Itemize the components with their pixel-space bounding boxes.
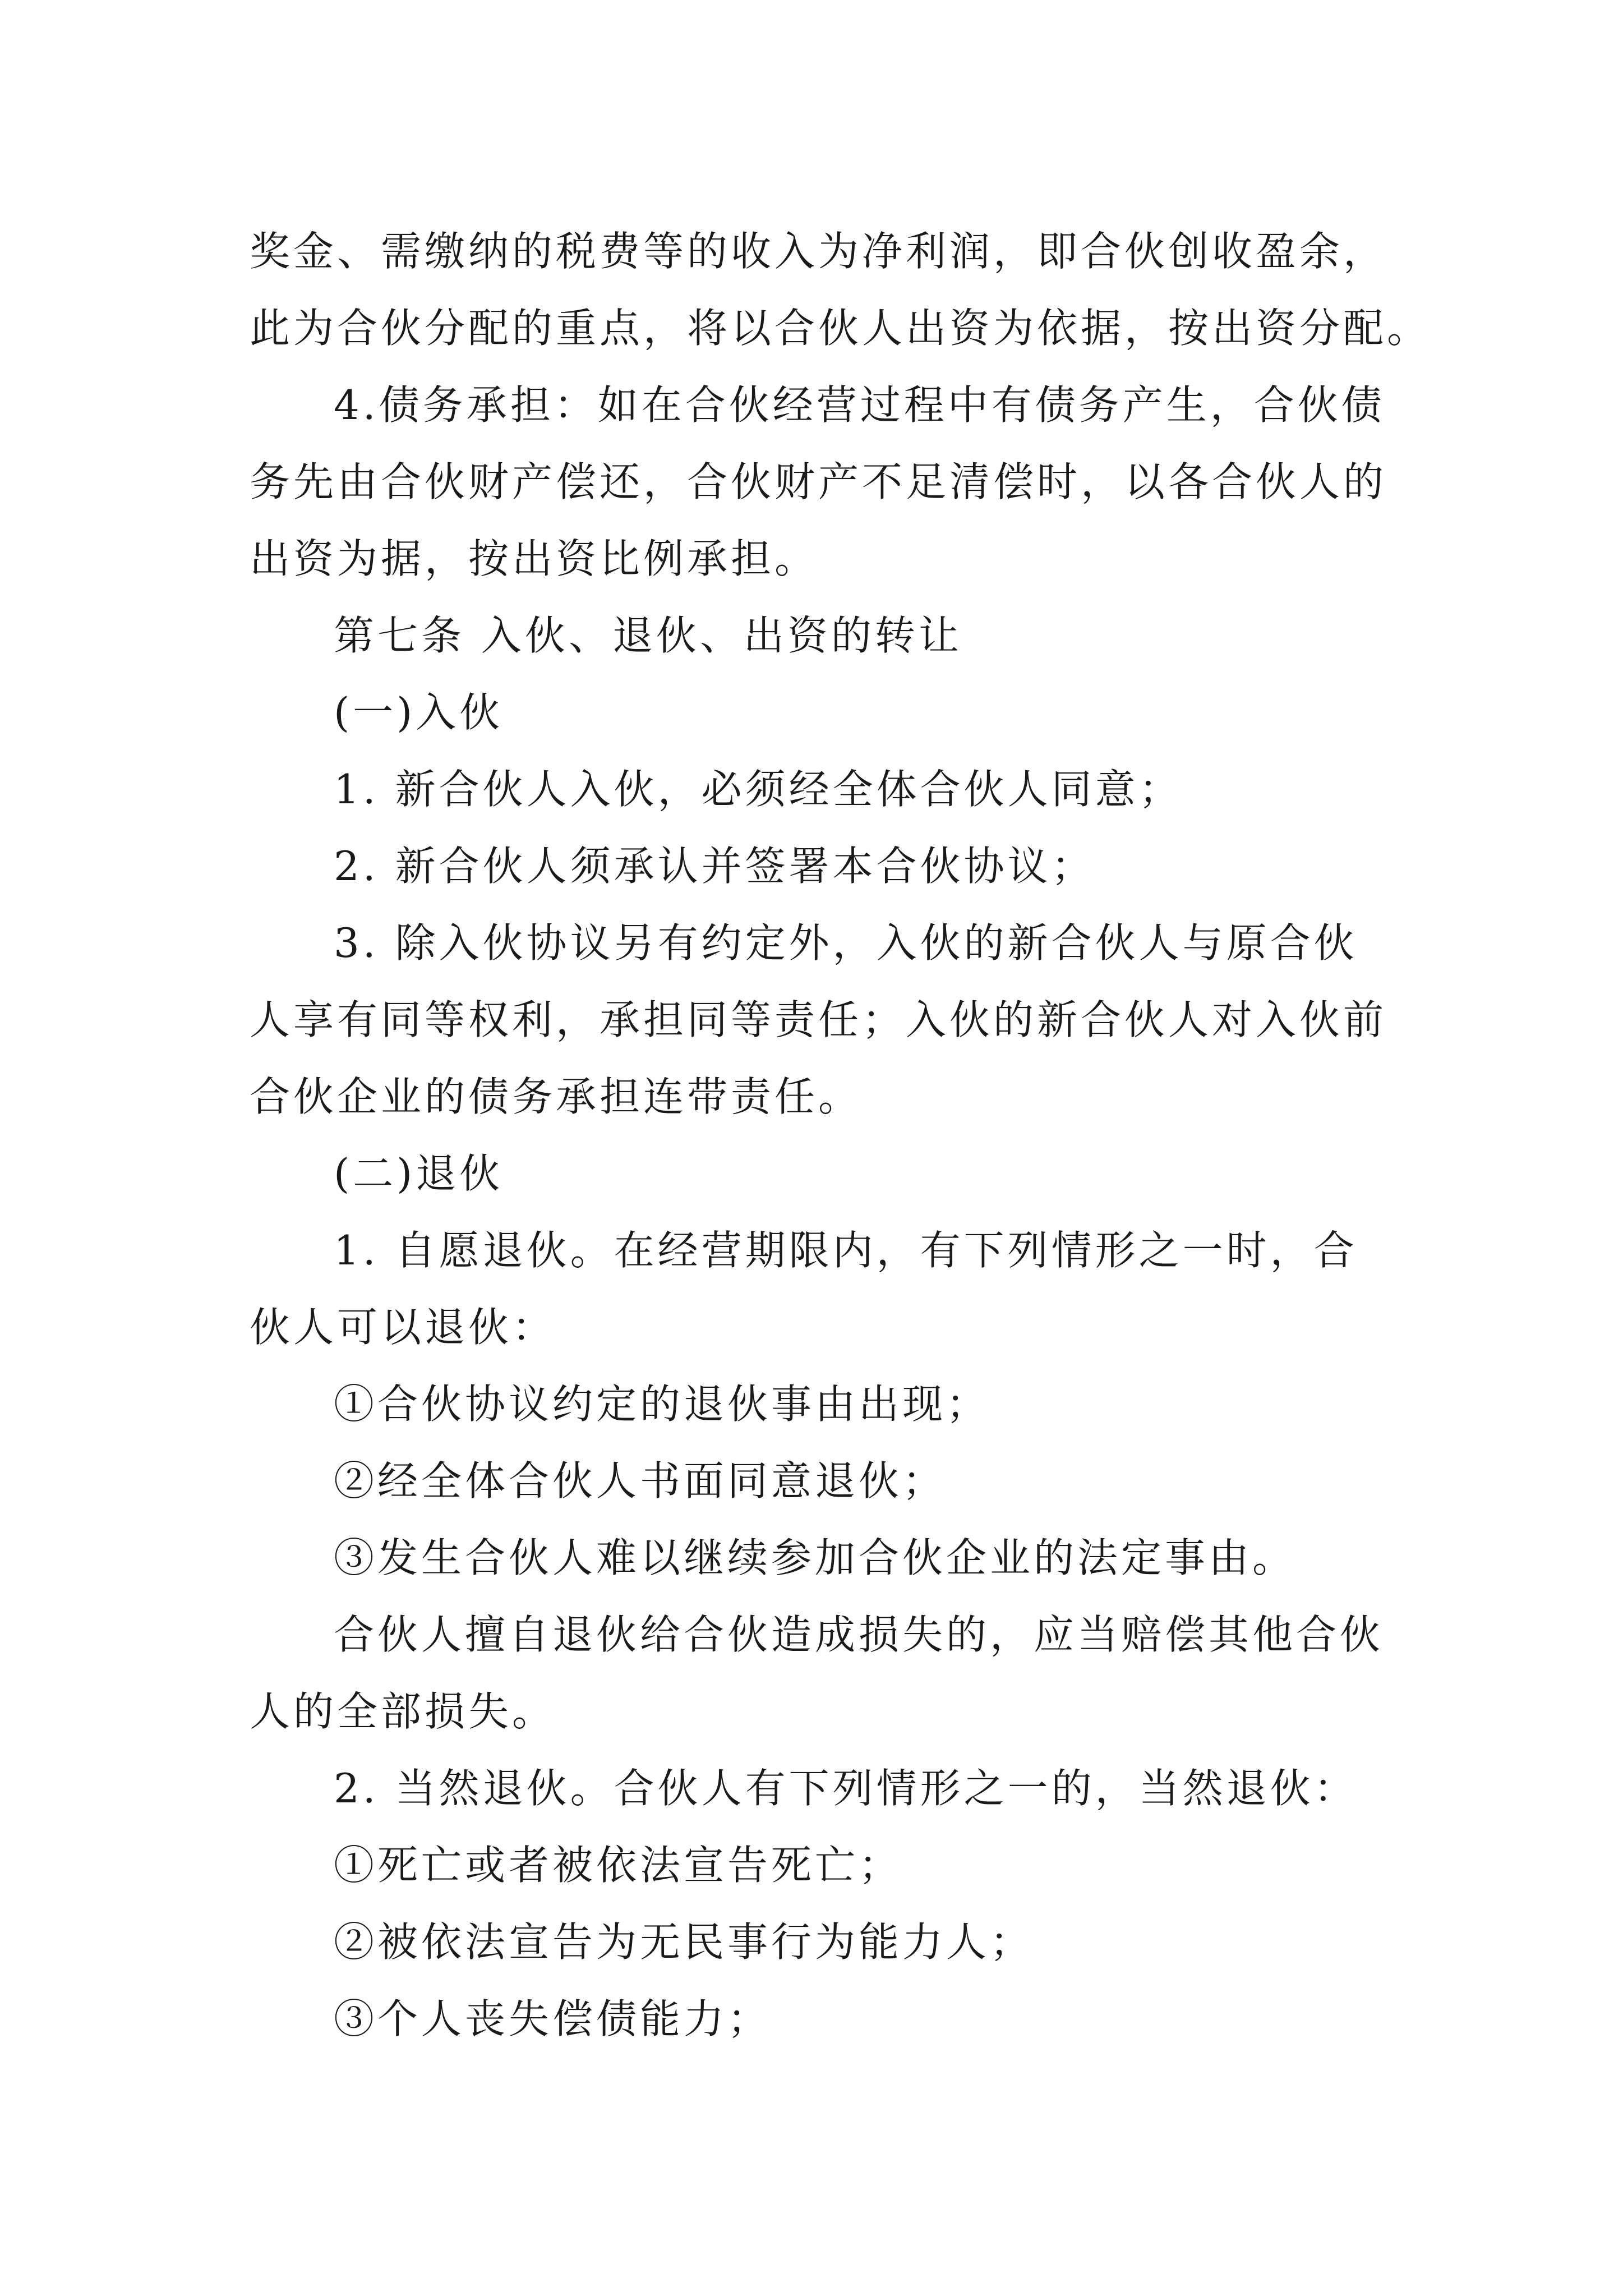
list-item: ③个人丧失偿债能力； (334, 1995, 772, 2042)
paragraph-line: 合伙企业的债务承担连带责任。 (250, 1073, 863, 1120)
list-item: 3. 除入伙协议另有约定外，入伙的新合伙人与原合伙 (334, 919, 1358, 967)
list-item: ①合伙协议约定的退伙事由出现； (334, 1381, 990, 1428)
document-body (250, 213, 1431, 2058)
list-item: ②被依法宣告为无民事行为能力人； (334, 1918, 1034, 1966)
list-item: ②经全体合伙人书面同意退伙； (334, 1457, 947, 1504)
paragraph-line: 奖金、需缴纳的税费等的收入为净利润，即合伙创收盈余， (250, 228, 1387, 275)
paragraph-line: 人的全部损失。 (250, 1688, 556, 1735)
subsection-heading: (二)退伙 (334, 1150, 504, 1197)
subsection-heading: (一)入伙 (334, 689, 504, 736)
list-item: ①死亡或者被依法宣告死亡； (334, 1842, 903, 1889)
paragraph-line: 出资为据，按出资比例承担。 (250, 535, 819, 582)
paragraph-line: 此为合伙分配的重点，将以合伙人出资为依据，按出资分配。 (250, 305, 1431, 352)
paragraph-line: 伙人可以退伙： (250, 1304, 556, 1351)
paragraph-line: 人享有同等权利，承担同等责任；入伙的新合伙人对入伙前 (250, 996, 1387, 1043)
paragraph-line: 务先由合伙财产偿还，合伙财产不足清偿时，以各合伙人的 (250, 458, 1387, 505)
list-item: 1. 自愿退伙。在经营期限内，有下列情形之一时，合 (334, 1227, 1358, 1274)
list-item: 2. 新合伙人须承认并签署本合伙协议； (334, 843, 1095, 890)
section-heading: 第七条 入伙、退伙、出资的转让 (334, 612, 962, 659)
list-item: ③发生合伙人难以继续参加合伙企业的法定事由。 (334, 1534, 1297, 1581)
list-item: 2. 当然退伙。合伙人有下列情形之一的，当然退伙： (334, 1765, 1358, 1812)
list-item: 1. 新合伙人入伙，必须经全体合伙人同意； (334, 766, 1183, 813)
paragraph-line: 合伙人擅自退伙给合伙造成损失的，应当赔偿其他合伙 (334, 1611, 1384, 1658)
paragraph-line: 4.债务承担：如在合伙经营过程中有债务产生，合伙债 (334, 381, 1385, 429)
